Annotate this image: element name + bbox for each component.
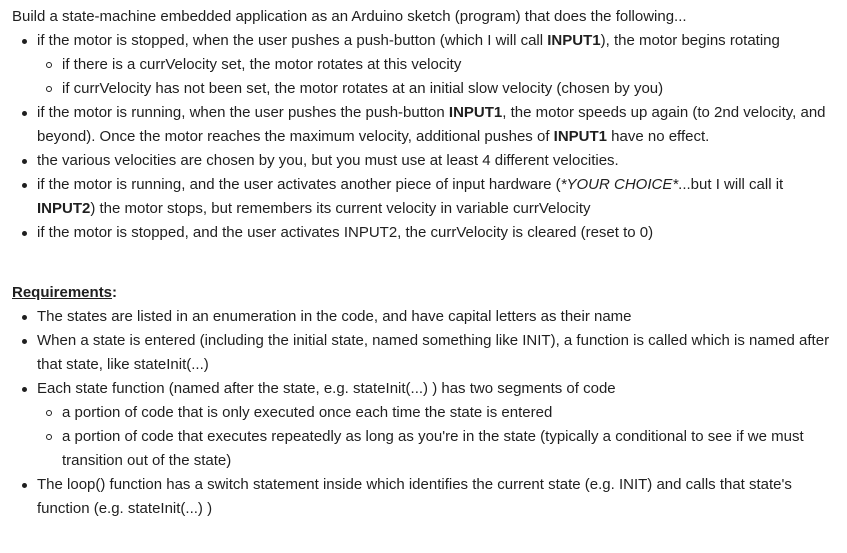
input2-label: INPUT2: [37, 200, 91, 217]
requirement-subitem-repeat: a portion of code that executes repeatedly as long as you're in the state (typically a conditional to see if we must transition out of the state): [37, 425, 842, 473]
requirement-item-loop: The loop() function has a switch statement inside which identifies the current state (e.g. INIT) and calls that state's function (e.g. stateInit(...) ): [12, 473, 842, 521]
input1-label: INPUT1: [547, 32, 601, 49]
spec-item-motor-stop: [12, 173, 842, 221]
input1-label: INPUT1: [448, 104, 503, 121]
spec-item-speed-up: [12, 101, 842, 149]
spec-item-text: , the motor speeds up again (to 2nd velocity, and beyond). Once the motor reaches the maximum velocity, additional pushes of: [37, 104, 826, 145]
requirement-sublist: [37, 401, 842, 473]
spec-subitem-velocity-set: if there is a currVelocity set, the motor rotates at this velocity: [37, 53, 842, 77]
spec-list: [12, 29, 842, 245]
requirements-heading: [12, 281, 842, 305]
spec-item-velocities: the various velocities are chosen by you, but you must use at least 4 different velocities.: [12, 149, 842, 173]
spec-item-text: if the motor is running, when the user pushes the push-button: [37, 104, 449, 121]
spec-item-clear-velocity: if the motor is stopped, and the user activates INPUT2, the currVelocity is cleared (reset to 0): [12, 221, 842, 245]
spec-item-text: ...but I will call it: [678, 176, 784, 193]
requirements-heading-colon: :: [112, 284, 118, 301]
spec-item-text: have no effect.: [607, 128, 710, 145]
spec-item-text: ), the motor begins rotating: [600, 32, 780, 49]
spec-item-text: if the motor is stopped, when the user pushes a push-button (which I will call: [37, 32, 548, 49]
your-choice-text: *YOUR CHOICE*: [560, 176, 679, 193]
requirements-list: [12, 305, 842, 521]
input1-label: INPUT1: [553, 128, 607, 145]
intro-paragraph: Build a state-machine embedded application as an Arduino sketch (program) that does the following...: [12, 8, 687, 25]
requirement-subitem-once: a portion of code that is only executed once each time the state is entered: [37, 401, 842, 425]
requirement-item-text: Each state function (named after the state, e.g. stateInit(...) ) has two segments of code: [37, 380, 616, 397]
spec-item-text: ) the motor stops, but remembers its current velocity in variable currVelocity: [90, 200, 591, 217]
requirement-item-state-entry: When a state is entered (including the initial state, named something like INIT), a function is called which is named after that state, like stateInit(...): [12, 329, 842, 377]
requirement-item-state-function: [12, 377, 842, 473]
spec-subitem-velocity-unset: if currVelocity has not been set, the motor rotates at an initial slow velocity (chosen by you): [37, 77, 842, 101]
spec-item-motor-start: [12, 29, 842, 101]
spec-item-text: if the motor is running, and the user activates another piece of input hardware (: [37, 176, 561, 193]
requirement-item-enum: The states are listed in an enumeration in the code, and have capital letters as their name: [12, 305, 842, 329]
requirements-heading-text: Requirements: [12, 284, 113, 301]
spec-sublist: [37, 53, 842, 101]
